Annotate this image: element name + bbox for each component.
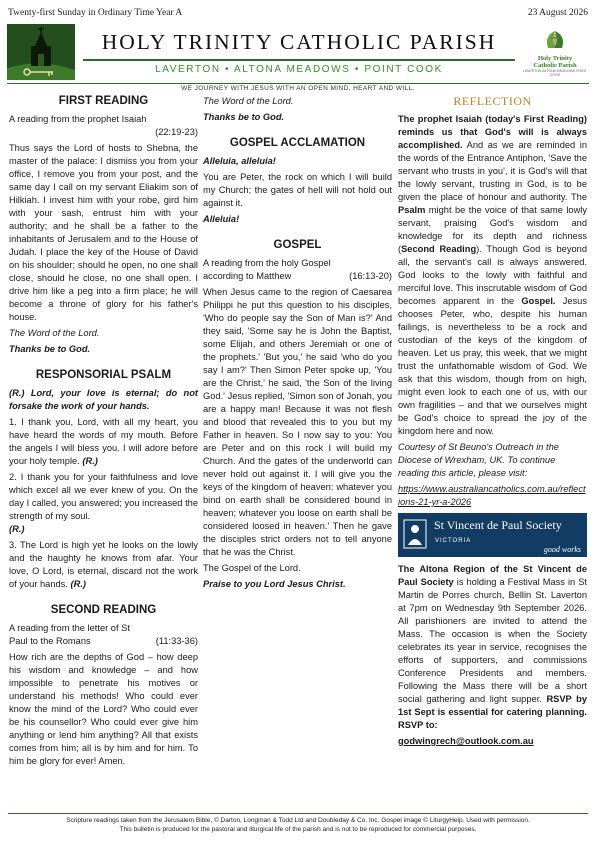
svp-banner <box>398 513 587 557</box>
reflection-credit: Courtesy of St Beuno's Outreach in the Diocese of Wrexham, UK. To continue reading this article, please visit: <box>398 442 559 478</box>
acclamation-alleluia-2: Alleluia! <box>203 214 240 224</box>
psalm-verse-1-text: 1. I thank you, Lord, with all my heart, you have heard the words of my mouth. Before the angels I will bless you. I will adore before your holy temple. <box>9 417 198 466</box>
column-3 <box>398 95 587 751</box>
second-reading-text: How rich are the depths of God – how deep his wisdom and knowledge – and how impossible to penetrate his motives or understand his methods! Who could ever know the mind of the Lord? Who could ever be his counsellor? Who could ever give him anything or lend him anything? All that exists comes from him; all is by him and for him. To him be glory for ever! Amen. <box>9 652 198 766</box>
second-reading-close: The Word of the Lord. <box>203 96 294 106</box>
leaf-cross-icon <box>540 28 570 50</box>
reflection-t1: And as we are reminded in the words of the Entrance Antiphon, 'Save the servant who trusts in you', it is God's will that the lowly servant, trusting in God, is to be given the place of honour and authority. The <box>398 140 587 202</box>
acclamation-heading: GOSPEL ACCLAMATION <box>229 137 366 149</box>
svp-name: St Vincent de Paul Society <box>434 518 562 532</box>
column-2-content <box>203 95 392 594</box>
gospel-intro <box>203 257 392 283</box>
reflection-t2: might be the voice of that same lowly servant, praising God's wisdom and knowledge for its depth and richness ( <box>398 205 587 254</box>
gospel-close: The Gospel of the Lord. <box>203 563 301 573</box>
psalm-verse-1 <box>9 416 198 468</box>
svp-emblem-icon <box>403 519 427 549</box>
footer-line-2: This bulletin is produced for the pastoral and liturgical life of the parish and is not to be reproduced for commercial purposes. <box>119 826 477 833</box>
date-label: 23 August 2026 <box>527 8 588 18</box>
reflection-gospel-word: Gospel. <box>521 296 556 306</box>
svp-text <box>398 563 587 732</box>
psalm-heading: RESPONSORIAL PSALM <box>35 369 172 381</box>
reflection-heading: REFLECTION <box>453 94 532 108</box>
top-line <box>8 8 588 22</box>
psalm-r-2: (R.) <box>9 524 25 534</box>
gospel-text: When Jesus came to the region of Caesarea Philippi he put this question to his disciples, 'Who do people say the Son of Man is?' And they said, 'Some say he is John the Baptist, some Elijah, and others Jeremiah or one of the prophets.' 'But you,' he said 'who do you say I am?' Then Simon Peter spoke up, 'You are the Christ,' he said, 'the Son of the living God.' Jesus replied, 'Simon son of Jonah, you are a happy man! Because it was not flesh and blood that revealed this to you but my Father in heaven. So I now say to you: You are Peter and on this rock I will build my Church. And the gates of the underworld can never hold out against it. I will give you the keys of the kingdom of heaven: whatever you bind on earth shall be considered bound in heaven; whatever you loose on earth shall be considered loosed in heaven.' Then he gave the disciples strict orders not to tell anyone that he was the Christ. <box>203 287 392 557</box>
svp-tagline: good works <box>543 545 581 554</box>
reflection-text <box>398 113 587 438</box>
parish-motto: WE JOURNEY WITH JESUS WITH AN OPEN MIND, HEART AND WILL. <box>181 85 415 92</box>
first-reading-ref: (22:19-23) <box>155 127 198 137</box>
svp-state: VICTORIA <box>435 538 472 544</box>
parish-places: LAVERTON • ALTONA MEADOWS • POINT COOK <box>155 64 443 75</box>
svp-rsvp: RSVP by 1st Sept is essential for catering planning. RSVP to: <box>398 694 588 730</box>
first-reading-intro: A reading from the prophet Isaiah <box>9 114 147 124</box>
psalm-r-1: (R.) <box>82 456 98 466</box>
title-rule <box>83 59 515 61</box>
psalm-verse-2-text: 2. I thank you for your faithfulness and love which excel all we ever knew of you. On the day I called, you answered; you increased the strength of my soul. <box>9 472 198 521</box>
sunday-label: Twenty-first Sunday in Ordinary Time Year A <box>8 8 183 18</box>
reflection-link[interactable]: https://www.australiancatholics.com.au/reflections-21-yr-a-2026 <box>398 484 586 507</box>
psalm-refrain: (R.) Lord, your love is eternal; do not forsake the work of your hands. <box>9 388 198 411</box>
first-reading-response: Thanks be to God. <box>9 344 91 354</box>
footer-line-1: Scripture readings taken from the Jerusalem Bible, © Darton, Longman & Todd Ltd and Doubleday & Co. Inc. Gospel image © LiturgyHelp. Used with permission. <box>66 817 530 824</box>
gospel-ref: (16:13-20) <box>349 271 392 281</box>
first-reading-text: Thus says the Lord of hosts to Shebna, the master of the palace: I dismiss you from your office, I remove you from your post, and the same day I call on my servant Eliakim son of Hilkiah. I invest him with your robe, gird him with your sash, entrust him with your authority; and he shall be a father to the inhabitants of Jerusalem and to the House of Judah. I place the key of the House of David on his shoulder; should he open, no one shall close, should he close, no one shall open. I drive him like a peg into a firm place; he will become a throne of glory for his father's house. <box>9 143 198 322</box>
acclamation-alleluia-1: Alleluia, alleluia! <box>203 156 276 166</box>
acclamation-text: You are Peter, the rock on which I will build my Church; the gates of hell will not hold out against it. <box>203 172 392 208</box>
logo-small-text: LAVERTON ALTONA MEADOWS POINT COOK <box>523 69 587 77</box>
gospel-heading: GOSPEL <box>273 239 322 251</box>
second-reading-response: Thanks be to God. <box>203 112 285 122</box>
psalm-r-3: (R.) <box>70 579 87 589</box>
logo-text-1: Holy Trinity <box>537 55 573 62</box>
first-reading-heading: FIRST READING <box>58 95 149 107</box>
reflection-lead: The prophet Isaiah (today's First Reading) reminds us that God's will is always accomplished. <box>398 114 587 150</box>
second-reading-intro-text: A reading from the letter of St Paul to the Romans <box>9 623 130 646</box>
svp-t1: is holding a Festival Mass in St Martin de Porres church, Bellin St. Laverton at 7pm on Wednesday 9th September 2026. All parishioners are invited to attend the Mass. The occasion is when the Society celebrates its year in service, recognises the efforts of supporters, and commissions Conference Presidents and members. Following the Mass there will be a short social gathering and light supper. <box>398 577 587 704</box>
masthead <box>7 24 589 82</box>
first-reading-close: The Word of the Lord. <box>9 328 100 338</box>
psalm-verse-3-text: 3. The Lord is high yet he looks on the lowly and the haughty he knows from afar. Your love, O Lord, is eternal, discard not the work of your hands. <box>9 540 198 589</box>
reflection-psalm-word: Psalm <box>398 205 426 215</box>
church-logo-icon <box>7 24 75 80</box>
svp-lead: The Altona Region of the St Vincent de Paul Society <box>398 564 587 587</box>
parish-title: HOLY TRINITY CATHOLIC PARISH <box>101 30 497 54</box>
gospel-response: Praise to you Lord Jesus Christ. <box>203 579 346 589</box>
second-reading-ref: (11:33-36) <box>155 636 198 646</box>
reflection-t3: ). Though God is beyond all, the servant's call is always answered. God looks to the lowly with faithful and merciful love. This inscrutable wisdom of God becomes apparent in the <box>398 244 587 306</box>
svp-email-link[interactable]: godwingrech@outlook.com.au <box>398 736 534 746</box>
parish-logo <box>521 28 589 80</box>
logo-text-2: Catholic Parish <box>533 62 577 69</box>
reflection-second-word: Second Reading <box>401 244 477 254</box>
psalm-verse-2 <box>9 471 198 536</box>
reflection-t4: Jesus chooses Peter, who, despite his human failings, is nevertheless to be a rock and custodian of the keys of the kingdom of heaven. Let us pray, this week, that we might trust the unfathomable wisdom of God. We ask that this wisdom, though from on high, might even look to each one of us, with our own fragilities – and that we ourselves might be God's choice to spread the joy of the kingdom here and now. <box>398 296 588 436</box>
gospel-intro-text: A reading from the holy Gospel according to Matthew <box>203 258 331 281</box>
psalm-verse-3 <box>9 539 198 591</box>
second-reading-intro <box>9 622 198 648</box>
footer <box>8 813 588 834</box>
column-1 <box>9 95 198 771</box>
second-reading-heading: SECOND READING <box>50 604 157 616</box>
motto-bar <box>7 83 589 94</box>
